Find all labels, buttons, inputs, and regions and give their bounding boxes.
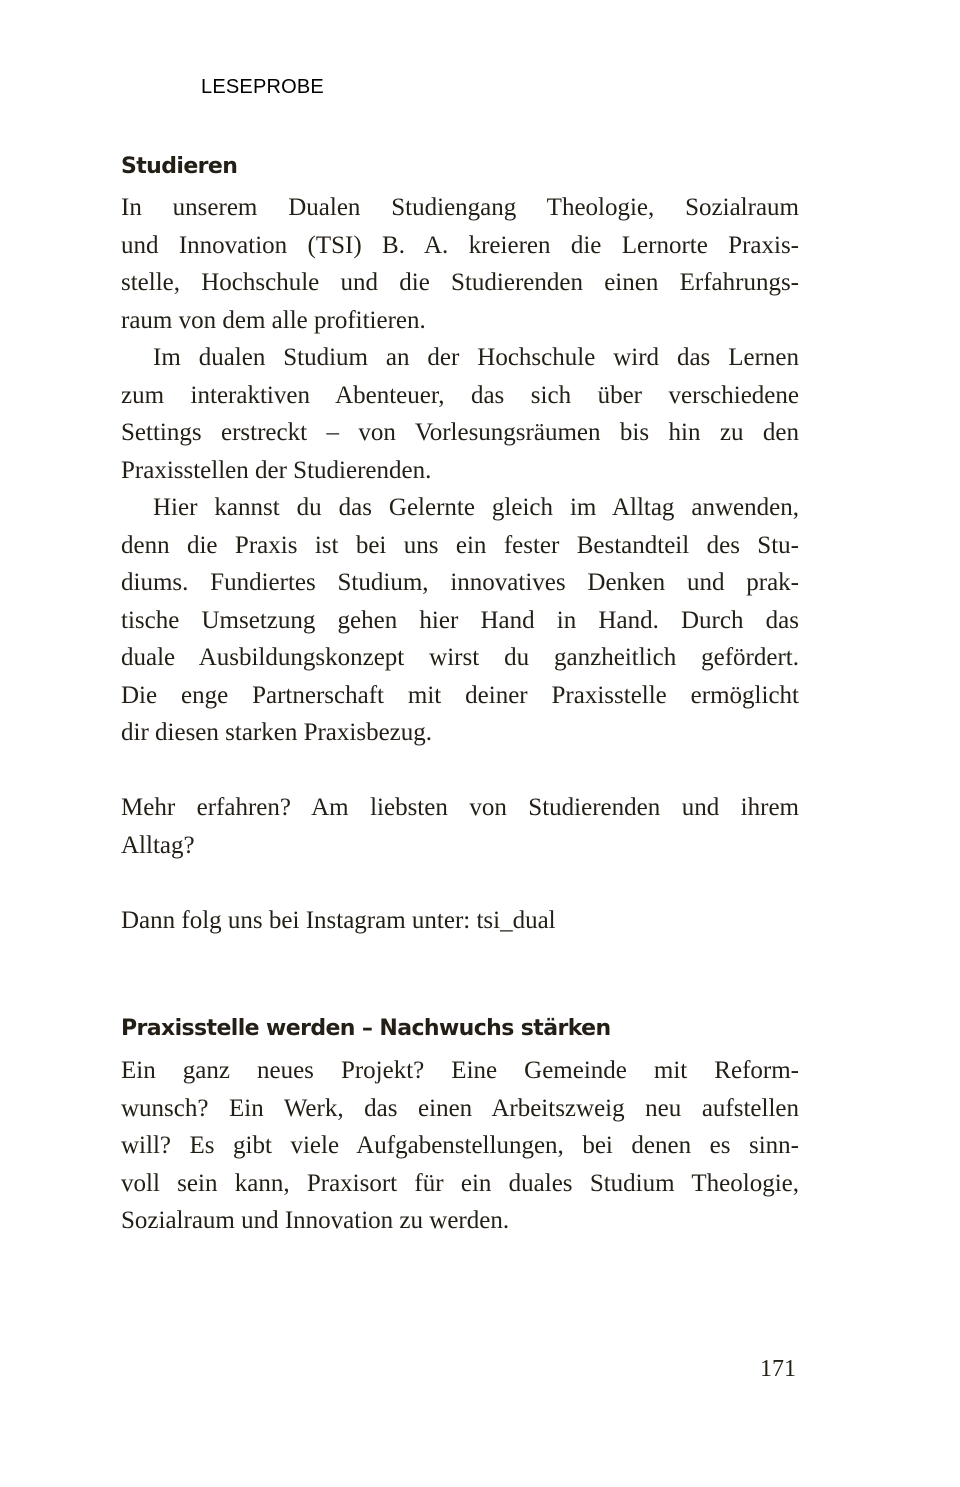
text-line: raum von dem alle profitieren. [121,307,426,334]
section-heading: Studieren [121,154,238,179]
text-line: dir diesen starken Praxisbezug. [121,719,433,746]
text-line: Hier kannst du das Gelernte gleich im Alltag anwenden, [153,494,799,521]
text-line: will? Es gibt viele Aufgabenstellungen, bei denen es sinn- [121,1132,799,1159]
page-number: 171 [760,1356,796,1382]
text-line: Mehr erfahren? Am liebsten von Studierenden und ihrem [121,794,799,821]
text-line: Im dualen Studium an der Hochschule wird das Lernen [153,344,799,371]
text-line: voll sein kann, Praxisort für ein duales Studium Theologie, [121,1170,799,1197]
text-line: Ein ganz neues Projekt? Eine Gemeinde mit Reform- [121,1057,799,1084]
text-line: zum interaktiven Abenteuer, das sich über verschiedene [121,382,799,409]
text-line: Praxisstellen der Studierenden. [121,457,432,484]
text-line: und Innovation (TSI) B. A. kreieren die Lernorte Praxis- [121,232,799,259]
text-line: tische Umsetzung gehen hier Hand in Hand. Durch das [121,607,799,634]
text-line: denn die Praxis ist bei uns ein fester Bestandteil des Stu- [121,532,799,559]
text-line: diums. Fundiertes Studium, innovatives Denken und prak- [121,569,799,596]
text-line: Sozialraum und Innovation zu werden. [121,1207,510,1234]
text-line: duale Ausbildungskonzept wirst du ganzheitlich gefördert. [121,644,799,671]
text-line: Settings erstreckt – von Vorlesungsräumen bis hin zu den [121,419,799,446]
section-heading: Praxisstelle werden – Nachwuchs stärken [121,1016,611,1041]
text-line: wunsch? Ein Werk, das einen Arbeitszweig neu aufstellen [121,1095,799,1122]
text-line: stelle, Hochschule und die Studierenden einen Erfahrungs- [121,269,799,296]
text-line: In unserem Dualen Studiengang Theologie, Sozialraum [121,194,799,221]
leseprobe-label: LESEPROBE [201,76,324,98]
instagram-line: Dann folg uns bei Instagram unter: tsi_dual [121,907,556,934]
text-line: Alltag? [121,832,195,859]
text-line: Die enge Partnerschaft mit deiner Praxisstelle ermöglicht [121,682,799,709]
